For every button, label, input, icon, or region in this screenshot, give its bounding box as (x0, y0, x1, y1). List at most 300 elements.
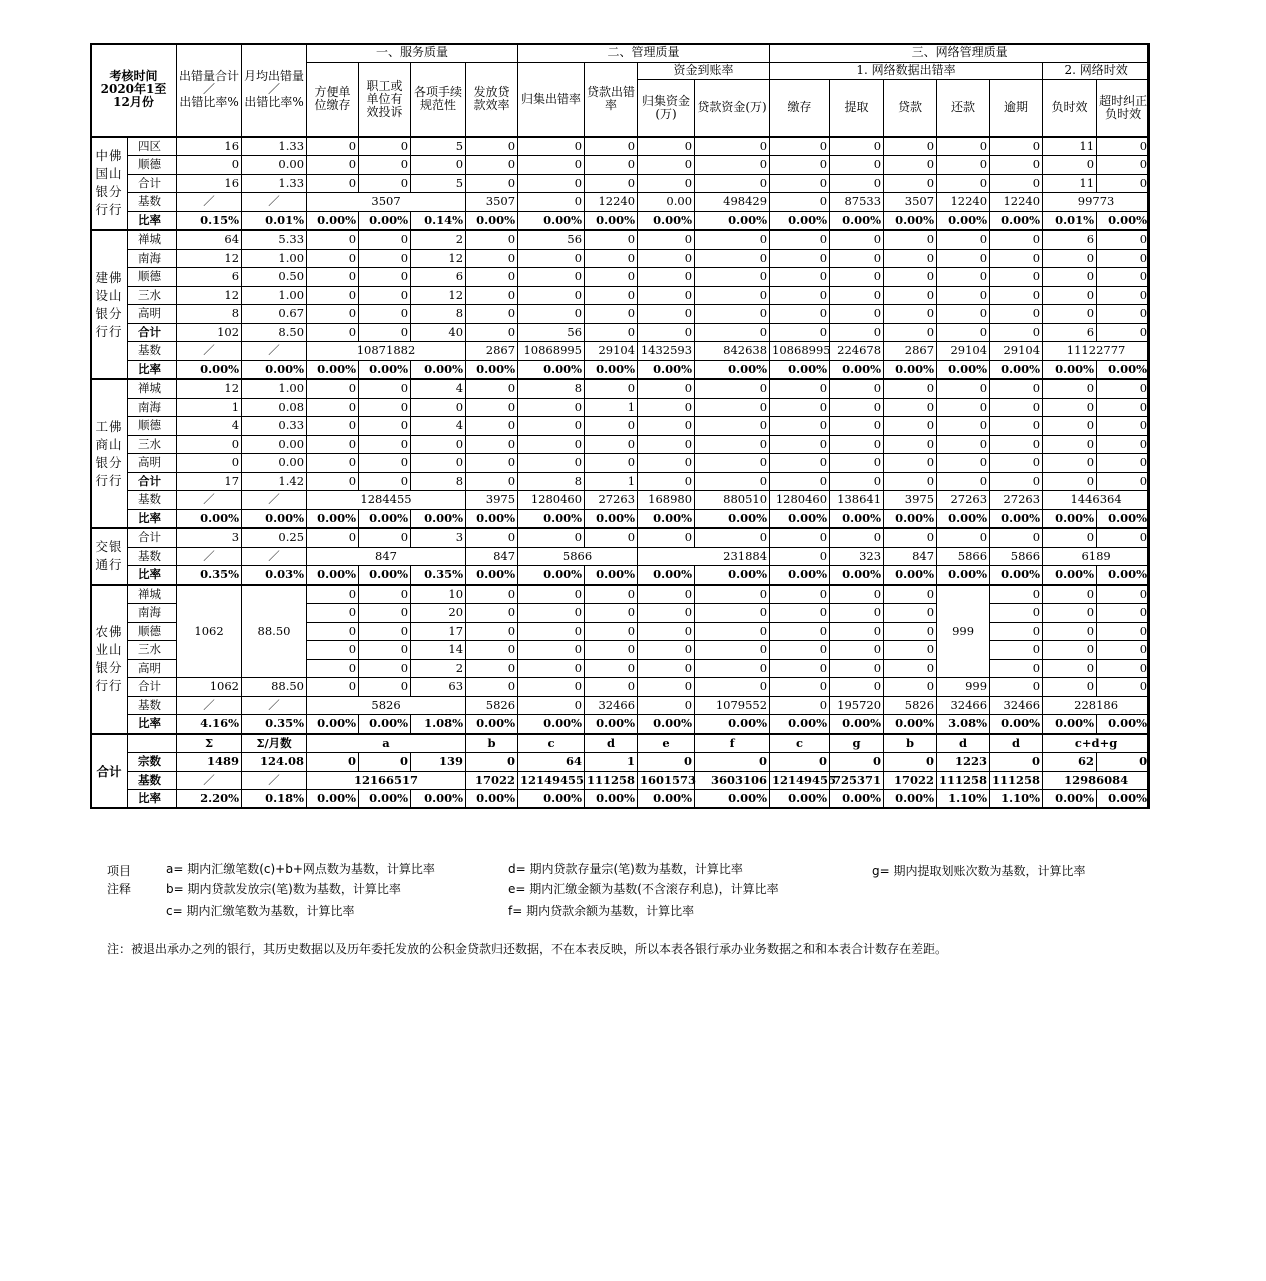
value-cell: 0 (830, 435, 884, 454)
value-cell: 0.00% (1043, 360, 1097, 379)
value-cell: 0.00% (585, 509, 638, 528)
value-cell: 1.00 (242, 379, 307, 398)
base-wd: 138641 (830, 491, 884, 510)
value-cell: 0.00% (1043, 790, 1097, 809)
value-cell: 0 (638, 417, 695, 436)
value-cell: 8.50 (242, 323, 307, 342)
base-service: 847 (307, 547, 466, 566)
value-cell: 0.00% (177, 360, 242, 379)
value-cell: 0 (638, 268, 695, 287)
value-cell: 0.00% (1097, 566, 1150, 585)
value-cell: 0 (990, 305, 1043, 324)
value-cell: 0 (884, 268, 937, 287)
value-cell: 62 (1043, 753, 1097, 772)
value-cell: 0 (695, 659, 770, 678)
value-cell: 0 (695, 323, 770, 342)
value-cell: 0.15% (177, 211, 242, 230)
col-withdraw: 提取 (830, 79, 884, 137)
formula-key: c (770, 734, 830, 753)
value-cell: 0 (359, 435, 411, 454)
value-cell: 0 (638, 641, 695, 660)
value-cell: 0 (1043, 417, 1097, 436)
value-cell: 0 (638, 379, 695, 398)
value-cell: 0 (990, 249, 1043, 268)
branch-label: 合计 (128, 174, 177, 193)
value-cell: 0 (830, 286, 884, 305)
value-cell: 0 (830, 753, 884, 772)
bank-name: 工佛商山银分行行 (91, 379, 128, 528)
value-cell: 0 (1097, 659, 1150, 678)
value-cell: 0 (695, 174, 770, 193)
period-value: 2020年1至12月份 (100, 82, 167, 110)
value-cell: 0 (1097, 286, 1150, 305)
merged-total: 1062 (177, 585, 242, 678)
value-cell: 0.00% (937, 509, 990, 528)
base-loan-efficiency: 3507 (466, 193, 518, 212)
summary-key-row (91, 734, 1150, 753)
value-cell: 0 (830, 454, 884, 473)
base-loan-error: 111258 (585, 771, 638, 790)
value-cell: 0 (990, 472, 1043, 491)
branch-label: 高明 (128, 454, 177, 473)
value-cell: 0.00% (884, 790, 937, 809)
value-cell: 0.00% (770, 566, 830, 585)
value-cell: 8 (411, 305, 466, 324)
value-cell: 20 (411, 604, 466, 623)
value-cell: 0 (466, 268, 518, 287)
value-cell: 0.00% (518, 360, 585, 379)
value-cell: 0 (585, 174, 638, 193)
base-collection: 0 (518, 696, 585, 715)
value-cell: 0 (466, 286, 518, 305)
value-cell: 0 (585, 137, 638, 156)
sub-funds-arrival: 资金到账率 (638, 62, 770, 79)
value-cell: 0.00% (359, 211, 411, 230)
value-cell: 0 (770, 305, 830, 324)
value-cell: 0 (359, 398, 411, 417)
table-row (91, 678, 1150, 697)
value-cell: 0 (990, 230, 1043, 249)
slash-cell: ／ (177, 342, 242, 361)
formula-key: f (695, 734, 770, 753)
value-cell: 0 (1043, 454, 1097, 473)
value-cell: 0 (307, 641, 359, 660)
value-cell: 0 (884, 622, 937, 641)
table-row (91, 230, 1150, 249)
col-loan-funds: 贷款资金(万) (695, 79, 770, 137)
value-cell: 0 (518, 137, 585, 156)
value-cell: 0.00% (242, 360, 307, 379)
value-cell: 0.18% (242, 790, 307, 809)
value-cell: 5.33 (242, 230, 307, 249)
value-cell: 0 (518, 268, 585, 287)
table-row (91, 286, 1150, 305)
merged-repay: 999 (937, 585, 990, 678)
value-cell: 40 (411, 323, 466, 342)
value-cell: 102 (177, 323, 242, 342)
value-cell: 0 (884, 156, 937, 175)
value-cell: 2 (411, 230, 466, 249)
value-cell: 0 (359, 286, 411, 305)
value-cell: 0 (770, 753, 830, 772)
value-cell: 0.35% (177, 566, 242, 585)
value-cell: 0 (359, 753, 411, 772)
base-rp: 29104 (937, 342, 990, 361)
count-label: 宗数 (128, 753, 177, 772)
value-cell: 0.00% (830, 790, 884, 809)
base-fund-collection: 1601573 (638, 771, 695, 790)
value-cell: 0.00% (466, 790, 518, 809)
base-loan-efficiency: 3975 (466, 491, 518, 510)
value-cell: 0.35% (242, 715, 307, 734)
value-cell: 0 (1097, 417, 1150, 436)
table-row (91, 323, 1150, 342)
value-cell: 0.00% (830, 509, 884, 528)
value-cell: 0 (638, 323, 695, 342)
value-cell: 0 (1043, 379, 1097, 398)
value-cell: 0 (585, 678, 638, 697)
value-cell: 0 (1097, 230, 1150, 249)
value-cell: 0 (990, 604, 1043, 623)
value-cell: 0.00% (518, 790, 585, 809)
base-rp: 27263 (937, 491, 990, 510)
base-timeliness: 11122777 (1043, 342, 1150, 361)
base-rp: 5866 (937, 547, 990, 566)
value-cell: 0 (937, 286, 990, 305)
group-network-quality: 三、网络管理质量 (770, 44, 1150, 63)
value-cell: 0 (695, 398, 770, 417)
value-cell: 0 (990, 622, 1043, 641)
value-cell: 0.00% (1097, 211, 1150, 230)
value-cell: 12 (177, 379, 242, 398)
col-overdue: 逾期 (990, 79, 1043, 137)
value-cell: 6 (177, 268, 242, 287)
value-cell: 1062 (177, 678, 242, 697)
value-cell: 0.00% (638, 566, 695, 585)
slash-cell: ／ (242, 696, 307, 715)
value-cell: 0 (937, 268, 990, 287)
base-fund-collection: 0 (638, 696, 695, 715)
col-loan-error: 贷款出错率 (585, 62, 638, 137)
base-dep: 12149455 (770, 771, 830, 790)
base-dep: 0 (770, 193, 830, 212)
value-cell: 16 (177, 174, 242, 193)
base-rp: 12240 (937, 193, 990, 212)
value-cell: 8 (177, 305, 242, 324)
base-wd: 725371 (830, 771, 884, 790)
value-cell: 0.00% (884, 360, 937, 379)
value-cell: 6 (1043, 230, 1097, 249)
col-repay: 还款 (937, 79, 990, 137)
value-cell: 0 (466, 641, 518, 660)
value-cell: 0 (1097, 604, 1150, 623)
table-row (91, 379, 1150, 398)
value-cell: 0 (695, 604, 770, 623)
table-row (91, 174, 1150, 193)
value-cell: 0.00% (359, 360, 411, 379)
col-procedures: 各项手续规范性 (411, 62, 466, 137)
value-cell: 0 (1043, 659, 1097, 678)
value-cell: 0 (884, 753, 937, 772)
value-cell: 0 (466, 379, 518, 398)
value-cell: 0.00% (884, 509, 937, 528)
value-cell: 0.00% (638, 211, 695, 230)
value-cell: 0 (1043, 435, 1097, 454)
value-cell: 0 (359, 585, 411, 604)
table-row (91, 398, 1150, 417)
value-cell: 1 (177, 398, 242, 417)
value-cell: 0 (585, 323, 638, 342)
value-cell: 0 (830, 323, 884, 342)
value-cell: 0 (1097, 678, 1150, 697)
value-cell: 4 (411, 417, 466, 436)
base-od: 27263 (990, 491, 1043, 510)
value-cell: 0 (518, 528, 585, 547)
value-cell: 0 (1097, 156, 1150, 175)
value-cell: 2.20% (177, 790, 242, 809)
value-cell: 0 (359, 379, 411, 398)
value-cell: 0 (1097, 454, 1150, 473)
value-cell: 0 (466, 753, 518, 772)
value-cell: 0 (359, 137, 411, 156)
value-cell: 0 (466, 435, 518, 454)
value-cell: 0.00% (990, 566, 1043, 585)
value-cell: 1 (585, 472, 638, 491)
value-cell: 0.00% (695, 211, 770, 230)
base-timeliness: 99773 (1043, 193, 1150, 212)
value-cell: 0 (585, 417, 638, 436)
value-cell: 0 (695, 156, 770, 175)
value-cell: 0.00% (770, 715, 830, 734)
value-cell: 16 (177, 137, 242, 156)
slash-cell: ／ (242, 342, 307, 361)
value-cell: 0 (466, 659, 518, 678)
value-cell: 0 (770, 137, 830, 156)
value-cell: 11 (1043, 137, 1097, 156)
branch-label: 顺德 (128, 156, 177, 175)
base-funds: 231884 (638, 547, 770, 566)
value-cell: 0 (884, 323, 937, 342)
base-ln: 17022 (884, 771, 937, 790)
value-cell: 0.00% (411, 360, 466, 379)
base-collection: 10868995 (518, 342, 585, 361)
value-cell: 0 (466, 454, 518, 473)
value-cell: 0 (1097, 174, 1150, 193)
value-cell: 0 (830, 230, 884, 249)
value-cell: 0 (1043, 678, 1097, 697)
base-label: 基数 (128, 193, 177, 212)
value-cell: 0 (770, 398, 830, 417)
value-cell: 0.00% (1097, 360, 1150, 379)
value-cell: 8 (518, 379, 585, 398)
value-cell: 0 (695, 454, 770, 473)
value-cell: 0 (695, 753, 770, 772)
value-cell: 0 (770, 659, 830, 678)
value-cell: 0 (830, 604, 884, 623)
value-cell: 0 (830, 174, 884, 193)
value-cell: 0.00% (695, 790, 770, 809)
col-total-header: 出错量合计 ／ 出错比率% (177, 44, 242, 137)
value-cell: 0.00% (770, 360, 830, 379)
table-row (91, 268, 1150, 287)
value-cell: 0 (638, 472, 695, 491)
value-cell: 0.00 (242, 454, 307, 473)
value-cell: 0 (884, 641, 937, 660)
value-cell: 0 (990, 379, 1043, 398)
col-loan-efficiency: 发放贷款效率 (466, 62, 518, 137)
base-row (91, 193, 1150, 212)
value-cell: 0 (990, 585, 1043, 604)
value-cell: 56 (518, 323, 585, 342)
value-cell: 0.00% (990, 211, 1043, 230)
value-cell: 0 (307, 753, 359, 772)
value-cell: 0 (1097, 249, 1150, 268)
value-cell: 0 (307, 249, 359, 268)
value-cell: 0 (1097, 379, 1150, 398)
value-cell: 0 (830, 585, 884, 604)
value-cell: 0 (585, 379, 638, 398)
value-cell: 0 (359, 305, 411, 324)
value-cell: 0.00% (585, 715, 638, 734)
value-cell: 0 (830, 268, 884, 287)
value-cell: 0 (307, 268, 359, 287)
branch-label: 合计 (128, 528, 177, 547)
base-dep: 0 (770, 696, 830, 715)
value-cell: 0.00% (830, 566, 884, 585)
value-cell: 0 (359, 641, 411, 660)
value-cell: 0 (518, 417, 585, 436)
value-cell: 0 (884, 398, 937, 417)
value-cell: 0.00% (937, 211, 990, 230)
table-row (91, 305, 1150, 324)
value-cell: 0 (359, 528, 411, 547)
table-row (91, 249, 1150, 268)
sub-network-data-error: 1. 网络数据出错率 (770, 62, 1043, 79)
value-cell: 0 (307, 137, 359, 156)
value-cell: 0 (1043, 398, 1097, 417)
value-cell: 4 (411, 379, 466, 398)
note-e: e= 期内汇缴金额为基数(不含滚存利息)，计算比率 (508, 882, 779, 896)
ratio-label: 比率 (128, 211, 177, 230)
value-cell: 2 (411, 659, 466, 678)
value-cell: 0.00% (1043, 715, 1097, 734)
value-cell: 0.00% (466, 360, 518, 379)
bank-name: 交银通行 (91, 528, 128, 585)
formula-key: e (638, 734, 695, 753)
value-cell: 8 (518, 472, 585, 491)
branch-label: 顺德 (128, 268, 177, 287)
value-cell: 0 (770, 156, 830, 175)
col-loan: 贷款 (884, 79, 937, 137)
value-cell: 0 (307, 454, 359, 473)
value-cell: 0 (585, 230, 638, 249)
value-cell: 0 (585, 641, 638, 660)
value-cell: 0 (937, 435, 990, 454)
value-cell: 0 (307, 174, 359, 193)
value-cell: 0.00% (359, 509, 411, 528)
col-collection-error: 归集出错率 (518, 62, 585, 137)
value-cell: 11 (1043, 174, 1097, 193)
value-cell: 0.00% (770, 211, 830, 230)
value-cell: 0.00% (177, 509, 242, 528)
value-cell: 0 (884, 454, 937, 473)
branch-label: 四区 (128, 137, 177, 156)
base-label: 基数 (128, 771, 177, 790)
value-cell: 3.08% (937, 715, 990, 734)
ratio-row (91, 211, 1150, 230)
value-cell: 0 (884, 286, 937, 305)
value-cell: 0.00% (770, 790, 830, 809)
value-cell: 0.00% (638, 715, 695, 734)
value-cell: 0 (466, 230, 518, 249)
value-cell: 0.00% (466, 211, 518, 230)
col-timeout-correction: 超时纠正负时效 (1097, 79, 1150, 137)
note-g: g= 期内提取划账次数为基数，计算比率 (872, 864, 1086, 878)
value-cell: 0 (466, 305, 518, 324)
value-cell: 1.10% (937, 790, 990, 809)
value-cell: 6 (1043, 323, 1097, 342)
value-cell: 0.00% (695, 509, 770, 528)
value-cell: 0 (518, 305, 585, 324)
value-cell: 0 (1097, 268, 1150, 287)
value-cell: 0 (1043, 249, 1097, 268)
value-cell: 0 (638, 454, 695, 473)
value-cell: 0 (1097, 305, 1150, 324)
value-cell: 63 (411, 678, 466, 697)
value-cell: 0 (937, 156, 990, 175)
base-ln: 3507 (884, 193, 937, 212)
base-wd: 224678 (830, 342, 884, 361)
value-cell: 0.00% (518, 715, 585, 734)
branch-label: 三水 (128, 435, 177, 454)
value-cell: 0.00% (585, 211, 638, 230)
table-row (91, 585, 1150, 604)
value-cell: 0 (466, 323, 518, 342)
value-cell: 6 (411, 268, 466, 287)
base-ln: 847 (884, 547, 937, 566)
table-row (91, 528, 1150, 547)
value-cell: 8 (411, 472, 466, 491)
value-cell: 0 (518, 585, 585, 604)
value-cell: 0 (990, 323, 1043, 342)
value-cell: 0.00% (937, 566, 990, 585)
value-cell: 0 (884, 137, 937, 156)
value-cell: 0 (770, 230, 830, 249)
value-cell: 0 (359, 249, 411, 268)
value-cell: 12 (411, 286, 466, 305)
table-row (91, 454, 1150, 473)
value-cell: 0 (884, 379, 937, 398)
value-cell: 0 (1097, 137, 1150, 156)
value-cell: 0.08 (242, 398, 307, 417)
footer-remark: 注：被退出承办之列的银行，其历史数据以及历年委托发放的公积金贷款归还数据，不在本表反映，所以本表各银行承办业务数据之和和本表合计数存在差距。 (107, 942, 948, 956)
value-cell: 0 (411, 156, 466, 175)
base-fund-loan: 3603106 (695, 771, 770, 790)
value-cell: 0.00% (585, 360, 638, 379)
value-cell: 0 (884, 659, 937, 678)
table-row (91, 435, 1150, 454)
value-cell: 139 (411, 753, 466, 772)
value-cell: 0 (518, 249, 585, 268)
value-cell: 0.00% (937, 360, 990, 379)
base-od: 5866 (990, 547, 1043, 566)
base-loan-efficiency: 5826 (466, 696, 518, 715)
formula-key: Σ (177, 734, 242, 753)
value-cell: 0 (770, 435, 830, 454)
value-cell: 0 (307, 585, 359, 604)
value-cell: 0 (1097, 622, 1150, 641)
value-cell: 12 (411, 249, 466, 268)
